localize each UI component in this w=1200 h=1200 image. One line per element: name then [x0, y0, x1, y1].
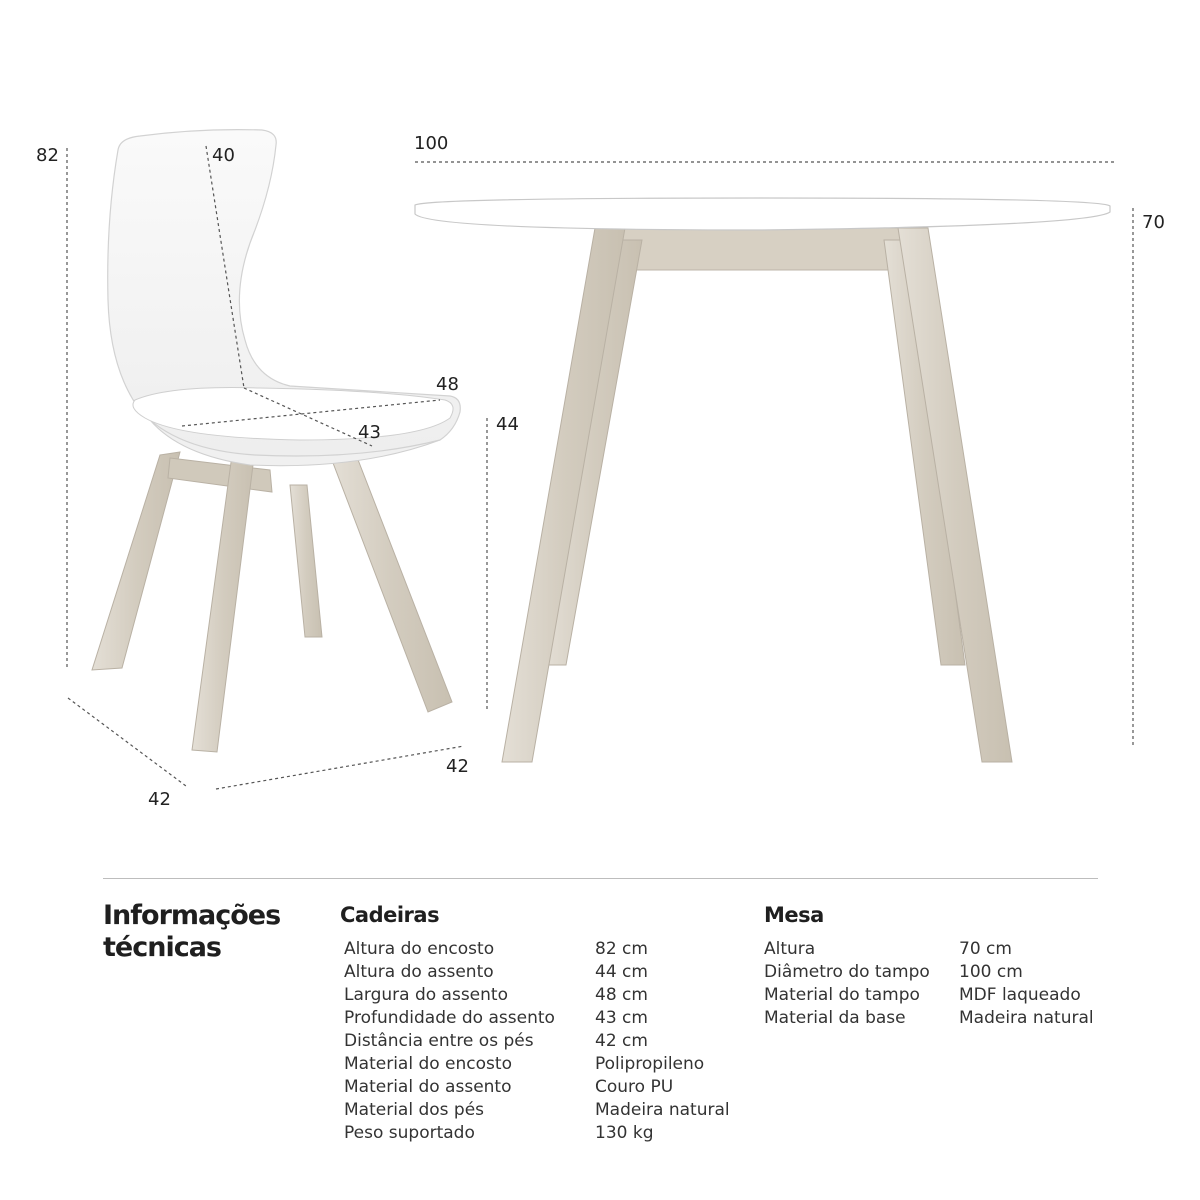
- dim-label-table-height: 70: [1142, 212, 1165, 233]
- spec-value: 70 cm: [959, 939, 1012, 959]
- spec-value: 100 cm: [959, 962, 1023, 982]
- spec-label: Diâmetro do tampo: [764, 962, 930, 982]
- spec-value: 130 kg: [595, 1123, 654, 1143]
- table-illustration: [415, 198, 1110, 762]
- chairs-spec-list: [344, 938, 730, 1145]
- section-divider: [103, 878, 1098, 879]
- table-spec-list: [764, 938, 1094, 1030]
- chair-front-leg-left: [192, 455, 254, 752]
- spec-value: 82 cm: [595, 939, 648, 959]
- spec-value: Madeira natural: [959, 1008, 1094, 1028]
- spec-row: [344, 1007, 730, 1030]
- spec-row: [764, 938, 1094, 961]
- spec-label: Distância entre os pés: [344, 1031, 534, 1051]
- spec-label: Material do tampo: [764, 985, 920, 1005]
- spec-label: Material da base: [764, 1008, 906, 1028]
- spec-label: Largura do assento: [344, 985, 508, 1005]
- spec-value: 44 cm: [595, 962, 648, 982]
- dim-label-feet-side: 42: [148, 789, 171, 810]
- dim-label-chair-height: 82: [36, 145, 59, 166]
- chair-illustration: [92, 130, 460, 752]
- spec-label: Peso suportado: [344, 1123, 475, 1143]
- spec-row: [344, 1122, 730, 1145]
- spec-label: Material do assento: [344, 1077, 512, 1097]
- info-title-line1: Informações: [103, 900, 281, 931]
- spec-row: [344, 1053, 730, 1076]
- spec-row: [344, 984, 730, 1007]
- spec-label: Material do encosto: [344, 1054, 512, 1074]
- table-front-leg-left: [502, 228, 625, 762]
- spec-value: 48 cm: [595, 985, 648, 1005]
- spec-row: [344, 1030, 730, 1053]
- dim-label-seat-height: 44: [496, 414, 519, 435]
- spec-row: [344, 961, 730, 984]
- spec-row: [764, 961, 1094, 984]
- info-title-line2: técnicas: [103, 932, 221, 963]
- table-heading: Mesa: [764, 903, 824, 927]
- spec-row: [344, 1099, 730, 1122]
- spec-value: MDF laqueado: [959, 985, 1081, 1005]
- spec-row: [344, 938, 730, 961]
- dim-label-table-diameter: 100: [414, 133, 449, 154]
- spec-label: Altura: [764, 939, 816, 959]
- chairs-heading: Cadeiras: [340, 903, 440, 927]
- spec-row: [764, 1007, 1094, 1030]
- table-front-leg-right: [898, 228, 1012, 762]
- spec-value: Madeira natural: [595, 1100, 730, 1120]
- chair-back-leg-left: [92, 452, 180, 670]
- spec-value: 42 cm: [595, 1031, 648, 1051]
- spec-row: [764, 984, 1094, 1007]
- spec-label: Material dos pés: [344, 1100, 485, 1120]
- dim-label-seat-width: 48: [436, 374, 459, 395]
- spec-value: Couro PU: [595, 1077, 674, 1097]
- chair-back-leg-right: [290, 485, 322, 637]
- spec-row: [344, 1076, 730, 1099]
- spec-value: 43 cm: [595, 1008, 648, 1028]
- spec-label: Altura do encosto: [344, 939, 495, 959]
- spec-value: Polipropileno: [595, 1054, 705, 1074]
- spec-label: Profundidade do assento: [344, 1008, 555, 1028]
- chair-front-leg-right: [330, 452, 452, 712]
- spec-label: Altura do assento: [344, 962, 494, 982]
- dim-label-feet-front: 42: [446, 756, 469, 777]
- dim-label-seat-depth: 43: [358, 422, 381, 443]
- dim-label-backrest: 40: [212, 145, 235, 166]
- info-title: [103, 900, 280, 964]
- table-top: [415, 198, 1110, 230]
- table-apron: [615, 228, 915, 270]
